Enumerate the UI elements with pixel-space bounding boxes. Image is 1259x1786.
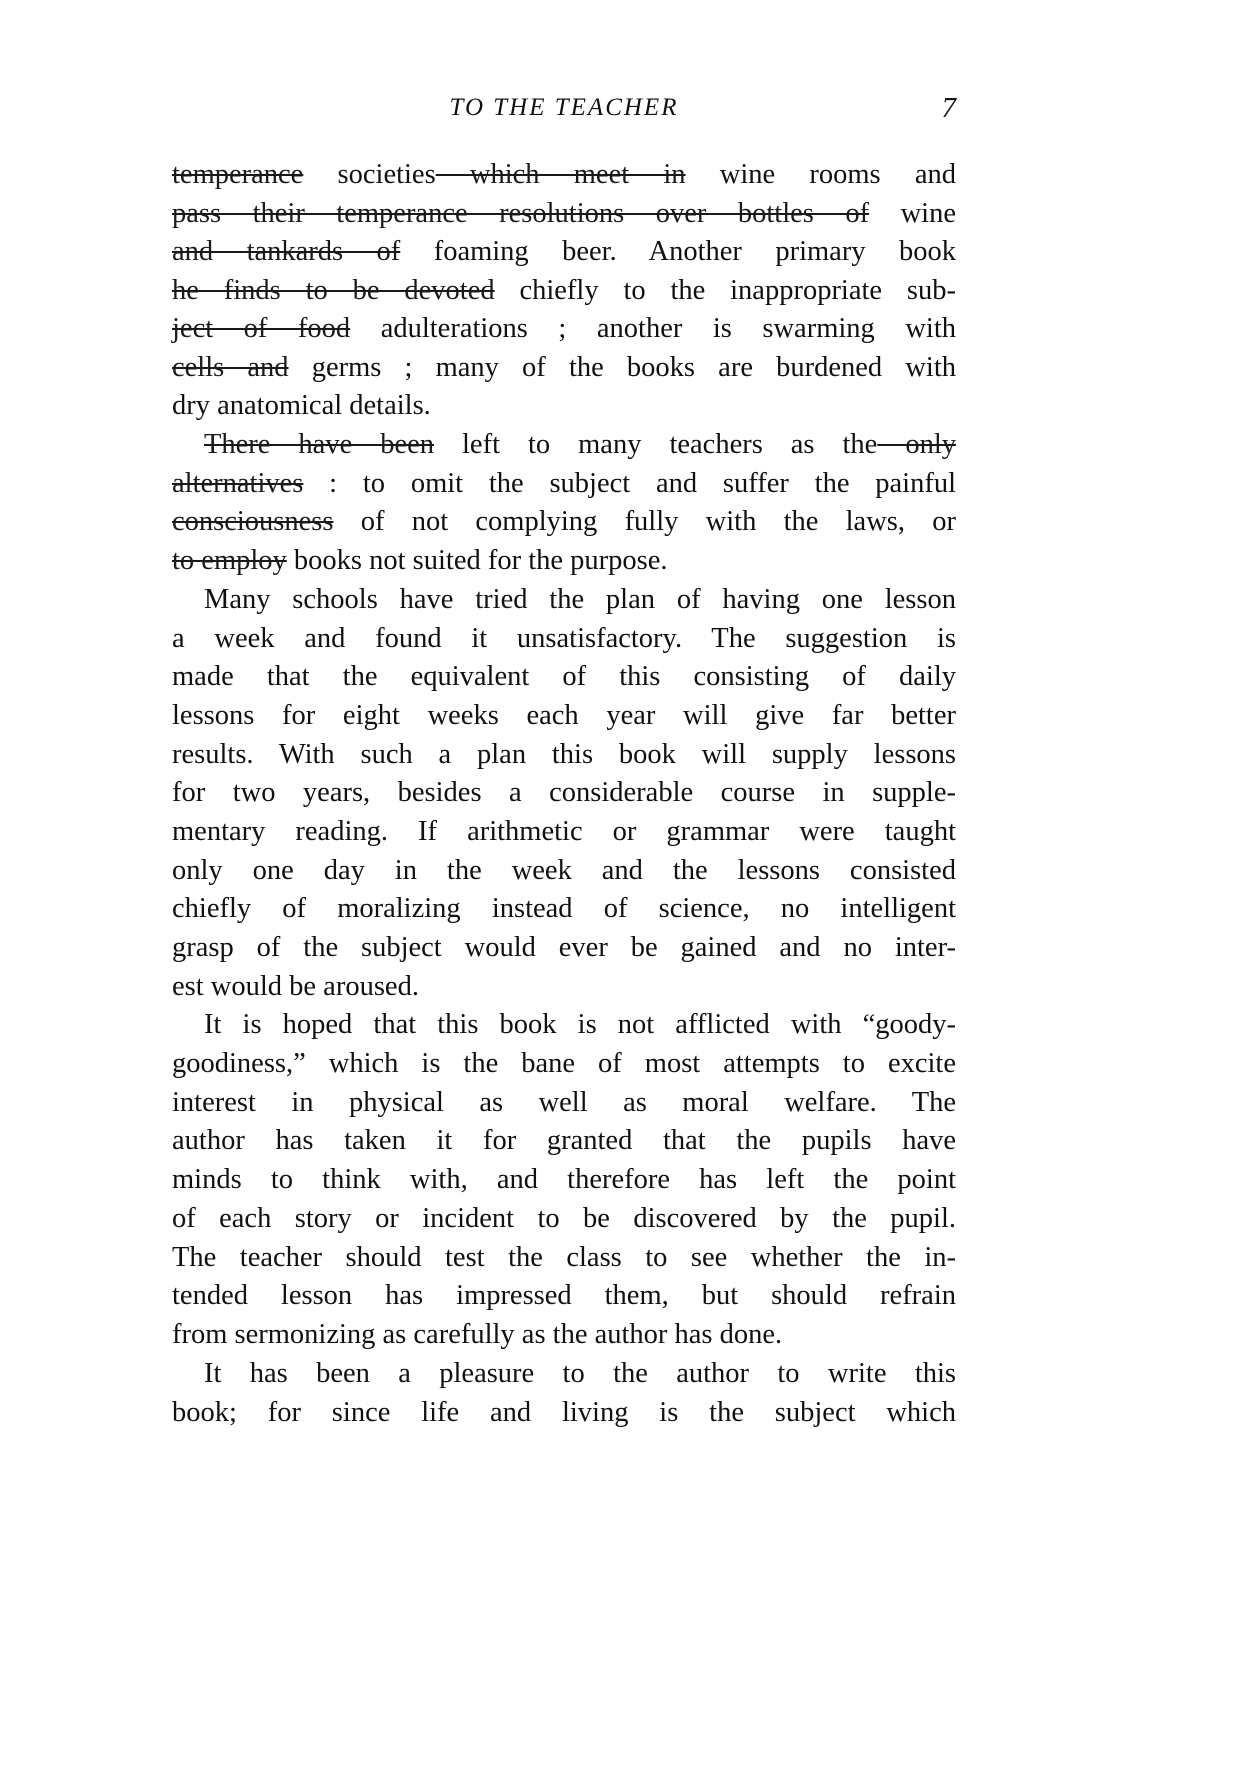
text-line: grasp of the subject would ever be gained and no inter- bbox=[172, 932, 956, 963]
text-line: mentary reading. If arithmetic or grammar were taught bbox=[172, 816, 956, 847]
running-head-title: TO THE TEACHER bbox=[449, 94, 679, 121]
text-line bbox=[172, 156, 956, 194]
text-line bbox=[172, 195, 956, 233]
struck-text: pass their temperance resolutions over bottles of bbox=[172, 198, 870, 229]
text-line: It has been a pleasure to the author to write this bbox=[204, 1358, 956, 1389]
text-line: of each story or incident to be discovered by the pupil. bbox=[172, 1203, 956, 1234]
text-line: tended lesson has impressed them, but should refrain bbox=[172, 1280, 956, 1311]
text-line: from sermonizing as carefully as the author has done. bbox=[172, 1319, 783, 1350]
text-line bbox=[204, 426, 956, 464]
page-number: 7 bbox=[941, 92, 956, 124]
text-line: for two years, besides a considerable course in supple- bbox=[172, 777, 956, 808]
text-line: results. With such a plan this book will supply lessons bbox=[172, 739, 956, 770]
running-head bbox=[172, 92, 956, 126]
text-line: author has taken it for granted that the pupils have bbox=[172, 1125, 956, 1156]
line-text: dry anatomical details. bbox=[172, 390, 431, 421]
text-line: Many schools have tried the plan of having one lesson bbox=[204, 584, 956, 615]
struck-text: temperance bbox=[172, 159, 304, 190]
text-line bbox=[172, 233, 956, 271]
text-line: It is hoped that this book is not afflicted with “goody- bbox=[204, 1009, 956, 1040]
text-line: made that the equivalent of this consisting of daily bbox=[172, 661, 956, 692]
text-line: interest in physical as well as moral welfare. The bbox=[172, 1087, 956, 1118]
struck-text: he finds to be devoted bbox=[172, 275, 495, 306]
text-line: The teacher should test the class to see whether the in- bbox=[172, 1242, 956, 1273]
text-line bbox=[172, 310, 956, 348]
struck-text: only bbox=[877, 429, 956, 460]
text-line: minds to think with, and therefore has left the point bbox=[172, 1164, 956, 1195]
text-line bbox=[172, 272, 956, 310]
text-line bbox=[172, 503, 956, 541]
text-line bbox=[172, 465, 956, 503]
struck-text: alternatives bbox=[172, 468, 304, 499]
text-line bbox=[172, 542, 956, 580]
struck-text: consciousness bbox=[172, 506, 334, 537]
text-line: a week and found it unsatisfactory. The suggestion is bbox=[172, 623, 956, 654]
text-line: only one day in the week and the lessons consisted bbox=[172, 855, 956, 886]
line-text: of not complying fully with the laws, or bbox=[333, 506, 956, 537]
struck-text: cells and bbox=[172, 352, 289, 383]
line-text: foaming beer. Another primary book bbox=[400, 236, 956, 267]
line-text: : to omit the subject and suffer the painful bbox=[303, 468, 956, 499]
struck-text: ject of food bbox=[172, 313, 351, 344]
text-line bbox=[172, 349, 956, 387]
line-text: adulterations ; another is swarming with bbox=[350, 313, 956, 344]
text-line: goodiness,” which is the bane of most attempts to excite bbox=[172, 1048, 956, 1079]
line-text: left to many teachers as the bbox=[434, 429, 878, 460]
text-line: lessons for eight weeks each year will give far better bbox=[172, 700, 956, 731]
line-text: germs ; many of the books are burdened with bbox=[288, 352, 956, 383]
text-line: book; for since life and living is the subject which bbox=[172, 1397, 956, 1428]
line-text: societies bbox=[303, 159, 436, 190]
text-line: chiefly of moralizing instead of science, no intelligent bbox=[172, 893, 956, 924]
struck-text: which meet in bbox=[435, 159, 686, 190]
line-text: books not suited for the purpose. bbox=[286, 545, 668, 576]
line-text: chiefly to the inappropriate sub- bbox=[494, 275, 957, 306]
line-text: wine bbox=[869, 198, 956, 229]
line-text: wine rooms and bbox=[685, 159, 956, 190]
struck-text: There have been bbox=[204, 429, 435, 460]
text-line: est would be aroused. bbox=[172, 971, 419, 1002]
struck-text: to employ bbox=[172, 545, 287, 576]
text-line bbox=[172, 387, 956, 425]
struck-text: and tankards of bbox=[172, 236, 401, 267]
